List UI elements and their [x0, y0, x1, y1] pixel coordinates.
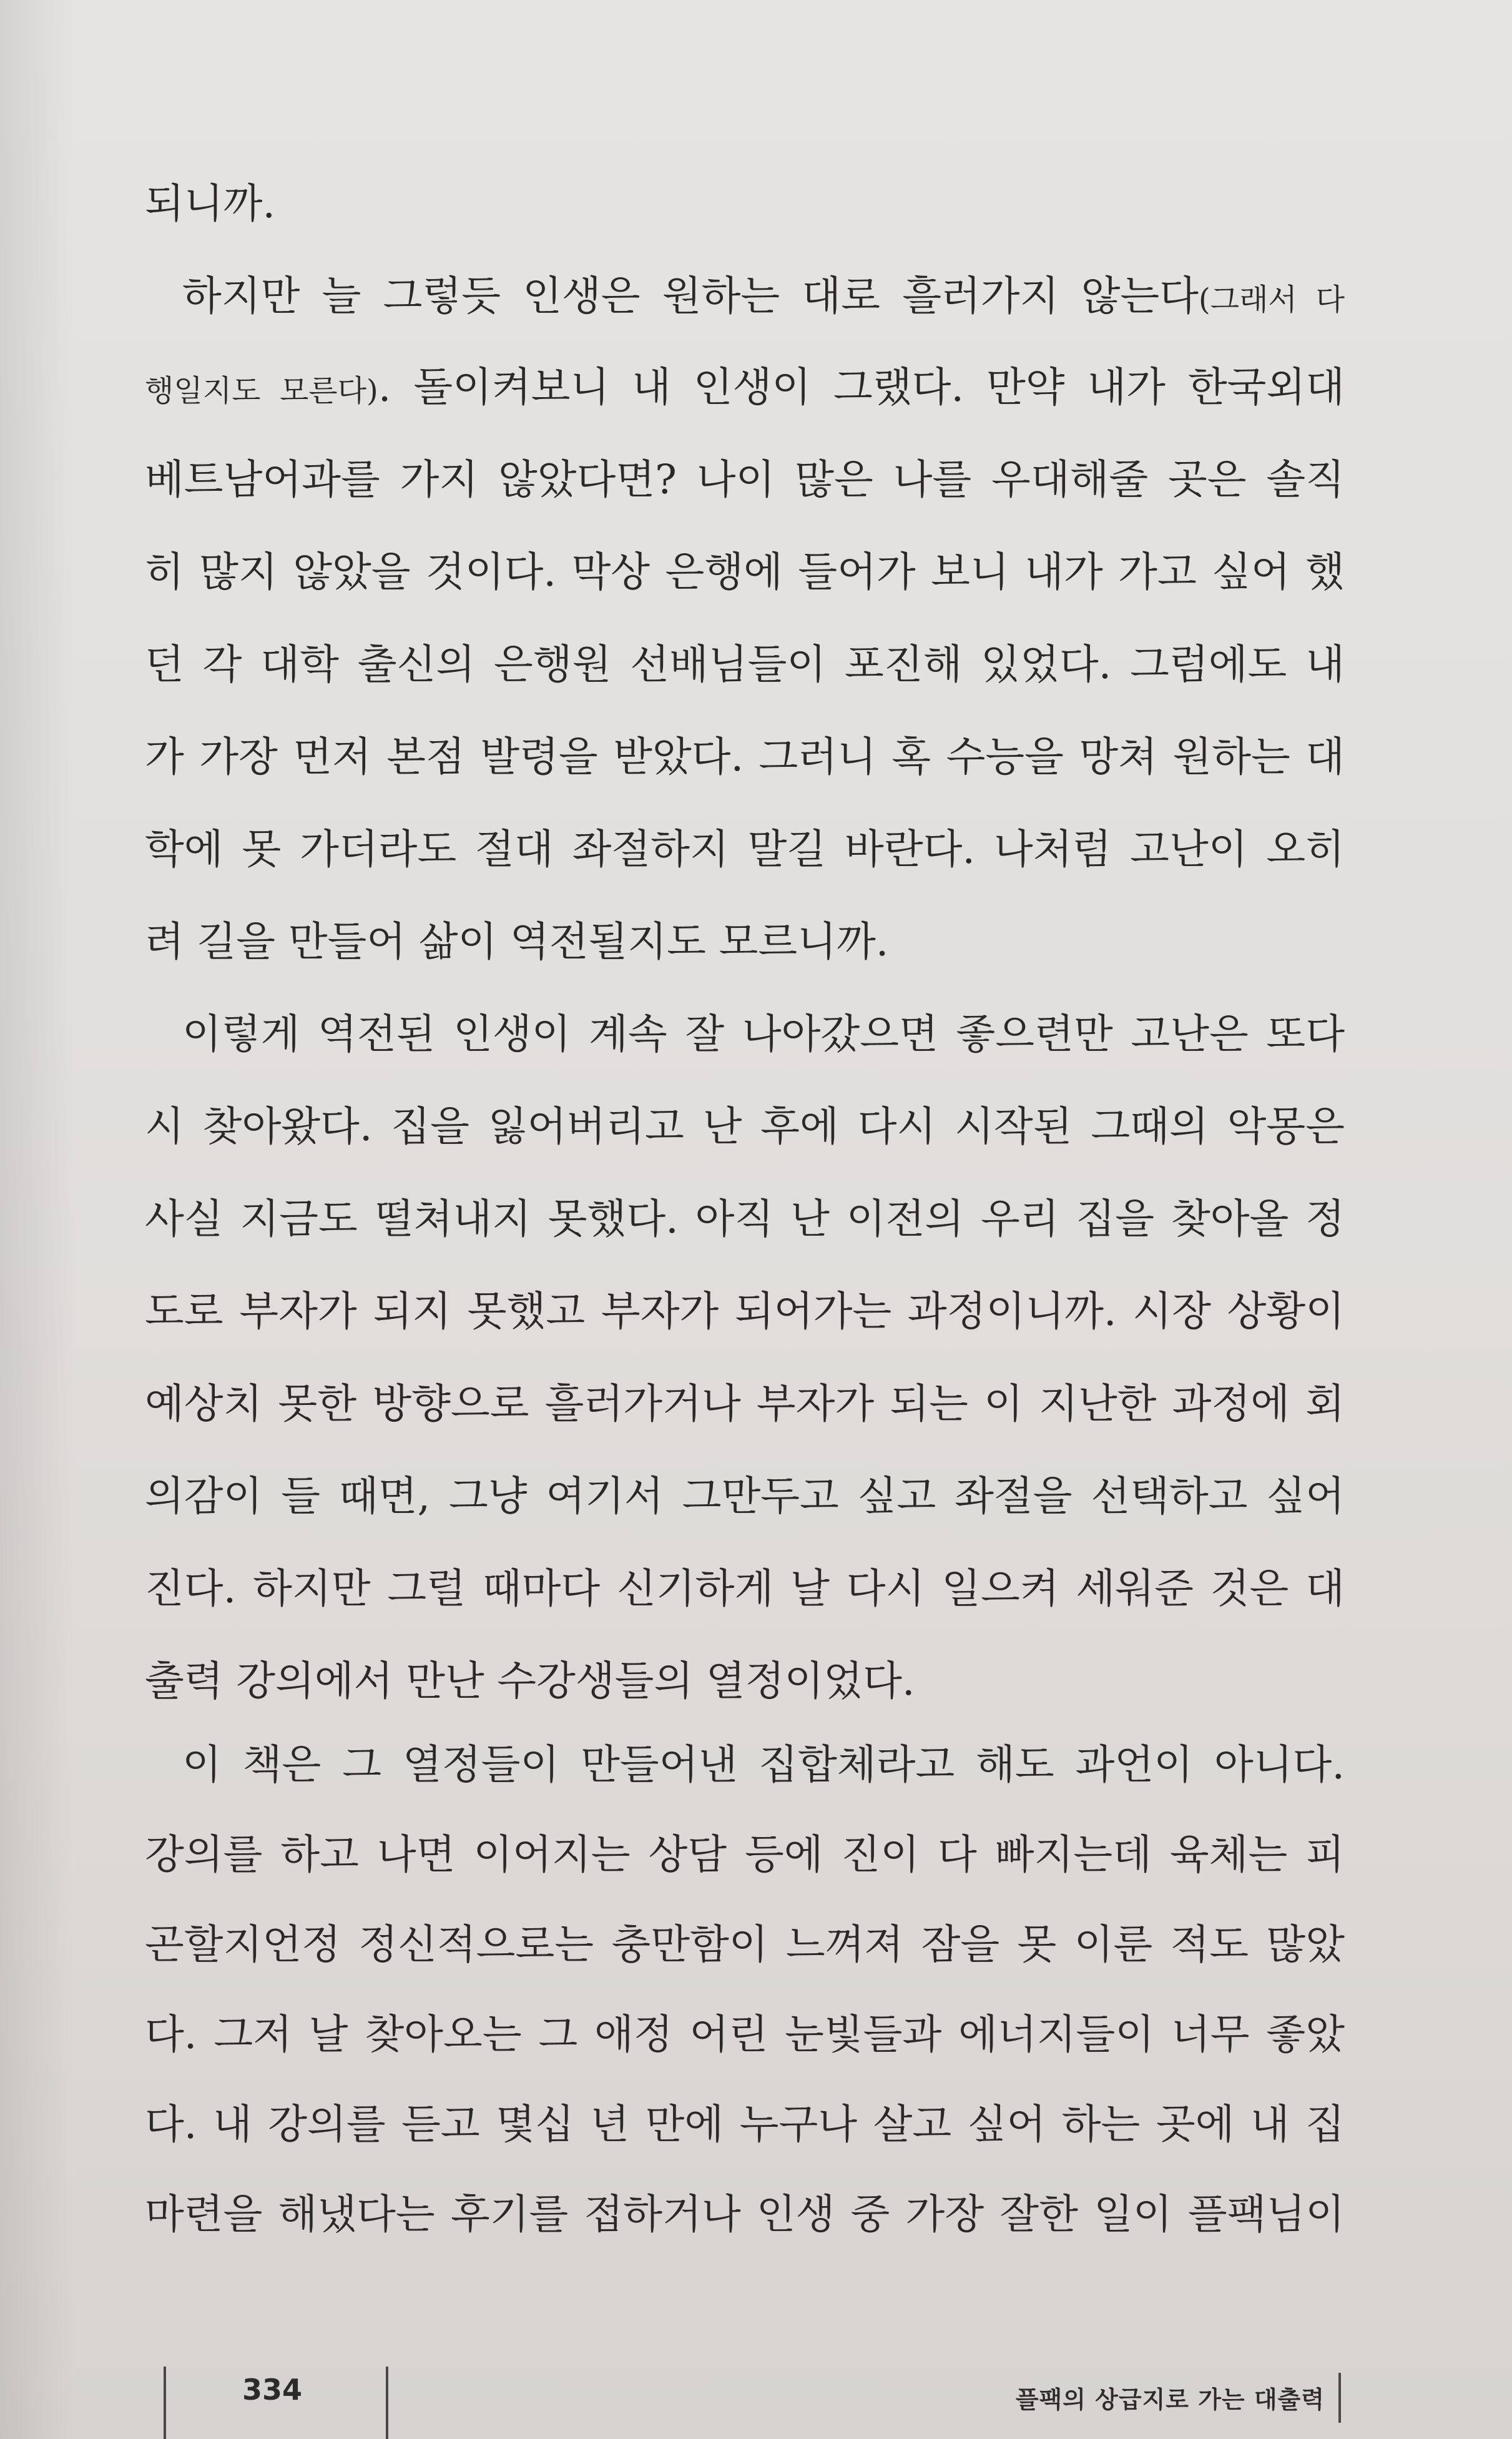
- text-line: 가 가장 먼저 본점 발령을 받았다. 그러니 혹 수능을 망쳐 원하는 대: [145, 734, 1345, 781]
- text-line: 도로 부자가 되지 못했고 부자가 되어가는 과정이니까. 시장 상황이: [145, 1288, 1345, 1335]
- text-line: 시 찾아왔다. 집을 잃어버리고 난 후에 다시 시작된 그때의 악몽은: [145, 1103, 1345, 1150]
- text-line: 학에 못 가더라도 절대 좌절하지 말길 바란다. 나처럼 고난이 오히: [145, 826, 1345, 873]
- text-line: 다. 내 강의를 듣고 몇십 년 만에 누구나 살고 싶어 하는 곳에 내 집: [145, 2101, 1345, 2148]
- parenthetical-note: (그래서 다: [1198, 282, 1345, 317]
- text-line: 강의를 하고 나면 이어지는 상담 등에 진이 다 빠지는데 육체는 피: [145, 1831, 1345, 1878]
- text-line: 예상치 못한 방향으로 흘러가거나 부자가 되는 이 지난한 과정에 회: [145, 1381, 1345, 1427]
- text-line: 행일지도 모른다). 돌이켜보니 내 인생이 그랬다. 만약 내가 한국외대: [145, 364, 1345, 411]
- page-number: 334: [242, 2373, 303, 2407]
- text-line: 이렇게 역전된 인생이 계속 잘 나아갔으면 좋으련만 고난은 또다: [182, 1011, 1345, 1058]
- text-line: 마련을 해냈다는 후기를 접하거나 인생 중 가장 잘한 일이 플팩님이: [145, 2191, 1345, 2238]
- text-line: 사실 지금도 떨쳐내지 못했다. 아직 난 이전의 우리 집을 찾아올 정: [145, 1196, 1345, 1243]
- running-title: 플팩의 상급지로 가는 대출력: [1015, 2386, 1325, 2413]
- text-line: 려 길을 만들어 삶이 역전될지도 모르니까.: [145, 919, 889, 965]
- text-line: 출력 강의에서 만난 수강생들의 열정이었다.: [145, 1658, 915, 1705]
- footer-divider: [386, 2367, 388, 2439]
- text-line: 던 각 대학 출신의 은행원 선배님들이 포진해 있었다. 그럼에도 내: [145, 641, 1345, 688]
- text-line: 하지만 늘 그렇듯 인생은 원하는 대로 흘러가지 않는다(그래서 다: [182, 273, 1345, 320]
- text-line: 다. 그저 날 찾아오는 그 애정 어린 눈빛들과 에너지들이 너무 좋았: [145, 2011, 1345, 2058]
- text-line: 의감이 들 때면, 그냥 여기서 그만두고 싶고 좌절을 선택하고 싶어: [145, 1473, 1345, 1520]
- text-line: 베트남어과를 가지 않았다면? 나이 많은 나를 우대해줄 곳은 솔직: [145, 456, 1345, 503]
- footer-divider: [164, 2367, 166, 2439]
- text-line: 이 책은 그 열정들이 만들어낸 집합체라고 해도 과언이 아니다.: [182, 1742, 1345, 1788]
- text-line: 곤할지언정 정신적으로는 충만함이 느껴져 잠을 못 이룬 적도 많았: [145, 1921, 1345, 1968]
- text-line: 히 많지 않았을 것이다. 막상 은행에 들어가 보니 내가 가고 싶어 했: [145, 549, 1345, 596]
- text-line: 되니까.: [145, 180, 276, 227]
- footer-divider: [1338, 2373, 1341, 2423]
- text-line: 진다. 하지만 그럴 때마다 신기하게 날 다시 일으켜 세워준 것은 대: [145, 1565, 1345, 1612]
- parenthetical-note: 행일지도 모른다): [145, 373, 378, 408]
